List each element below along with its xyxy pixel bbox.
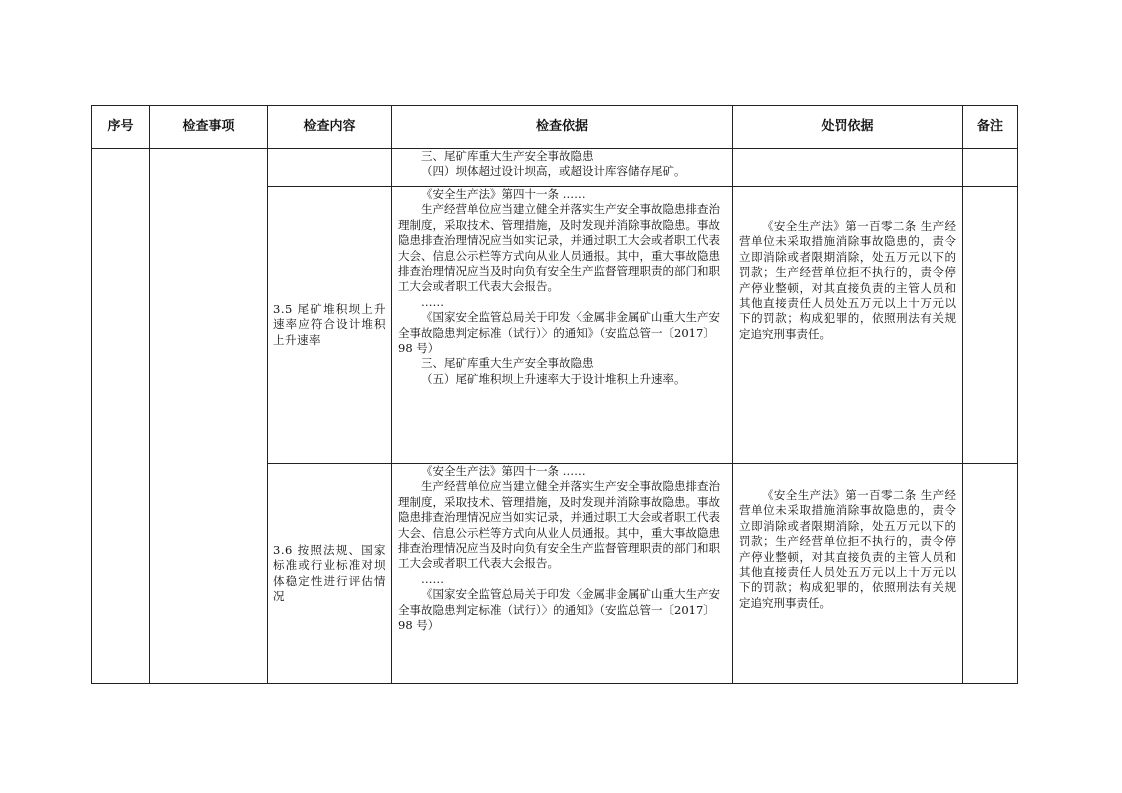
basis-paragraph: 《国家安全监管总局关于印发〈金属非金属矿山重大生产安全事故隐患判定标准（试行）〉的通知》（安监总管一〔2017〕98 号） bbox=[398, 587, 720, 633]
cell-content bbox=[268, 464, 392, 684]
header-note: 备注 bbox=[963, 106, 1018, 149]
basis-line: （五）尾矿堆积坝上升速率大于设计堆积上升速率。 bbox=[421, 371, 686, 386]
basis-paragraph: 《国家安全监管总局关于印发〈金属非金属矿山重大生产安全事故隐患判定标准（试行）〉的通知》（安监总管一〔2017〕98 号） bbox=[398, 310, 720, 356]
penalty-text: 《安全生产法》第一百零二条 生产经营单位未采取措施消除事故隐患的，责令立即消除或者限期消除，处五万元以下的罚款；生产经营单位拒不执行的，责令停产停业整顿，对其直接负责的主管人员和其他直接责任人员处五万元以上十万元以下的罚款；构成犯罪的，依照刑法有关规定追究刑事责任。 bbox=[739, 219, 956, 341]
cell-no bbox=[92, 149, 150, 684]
header-content: 检查内容 bbox=[268, 106, 392, 149]
header-no: 序号 bbox=[92, 106, 150, 149]
cell-basis bbox=[392, 149, 733, 187]
basis-paragraph: 生产经营单位应当建立健全并落实生产安全事故隐患排查治理制度，采取技术、管理措施，及时发现并消除事故隐患。事故隐患排查治理情况应当如实记录，并通过职工大会或者职工代表大会、信息公示栏等方式向从业人员通报。其中，重大事故隐患排查治理情况应当及时向负有安全生产监督管理职责的部门和职工大会或者职工代表大会报告。 bbox=[398, 202, 720, 294]
basis-line: 三、尾矿库重大生产安全事故隐患 bbox=[421, 356, 594, 371]
header-row bbox=[92, 106, 1018, 149]
content-text: 3.5 尾矿堆积坝上升速率应符合设计堆积上升速率 bbox=[273, 301, 386, 347]
basis-line: 三、尾矿库重大生产安全事故隐患 bbox=[421, 149, 594, 163]
basis-line: （四）坝体超过设计坝高，或超设计库容储存尾矿。 bbox=[421, 164, 686, 179]
cell-note bbox=[963, 149, 1018, 187]
table-row bbox=[92, 149, 1018, 187]
inspection-table bbox=[91, 105, 1018, 684]
cell-note bbox=[963, 187, 1018, 464]
header-item: 检查事项 bbox=[150, 106, 268, 149]
cell-penalty bbox=[733, 187, 963, 464]
cell-note bbox=[963, 464, 1018, 684]
basis-line: 《安全生产法》第四十一条 …… bbox=[421, 464, 586, 478]
cell-item bbox=[150, 149, 268, 684]
cell-content bbox=[268, 187, 392, 464]
cell-penalty bbox=[733, 464, 963, 684]
basis-line: 《安全生产法》第四十一条 …… bbox=[421, 187, 586, 201]
basis-ellipsis: …… bbox=[421, 294, 444, 309]
header-penalty: 处罚依据 bbox=[733, 106, 963, 149]
header-basis: 检查依据 bbox=[392, 106, 733, 149]
cell-basis bbox=[392, 464, 733, 684]
penalty-text: 《安全生产法》第一百零二条 生产经营单位未采取措施消除事故隐患的，责令立即消除或者限期消除，处五万元以下的罚款；生产经营单位拒不执行的，责令停产停业整顿，对其直接负责的主管人员和其他直接责任人员处五万元以上十万元以下的罚款；构成犯罪的，依照刑法有关规定追究刑事责任。 bbox=[739, 488, 956, 610]
basis-paragraph: 生产经营单位应当建立健全并落实生产安全事故隐患排查治理制度，采取技术、管理措施，及时发现并消除事故隐患。事故隐患排查治理情况应当如实记录，并通过职工大会或者职工代表大会、信息公示栏等方式向从业人员通报。其中，重大事故隐患排查治理情况应当及时向负有安全生产监督管理职责的部门和职工大会或者职工代表大会报告。 bbox=[398, 479, 720, 571]
cell-content bbox=[268, 149, 392, 187]
cell-penalty bbox=[733, 149, 963, 187]
cell-basis bbox=[392, 187, 733, 464]
content-text: 3.6 按照法规、国家标准或行业标准对坝体稳定性进行评估情况 bbox=[273, 542, 386, 603]
basis-ellipsis: …… bbox=[421, 571, 444, 586]
